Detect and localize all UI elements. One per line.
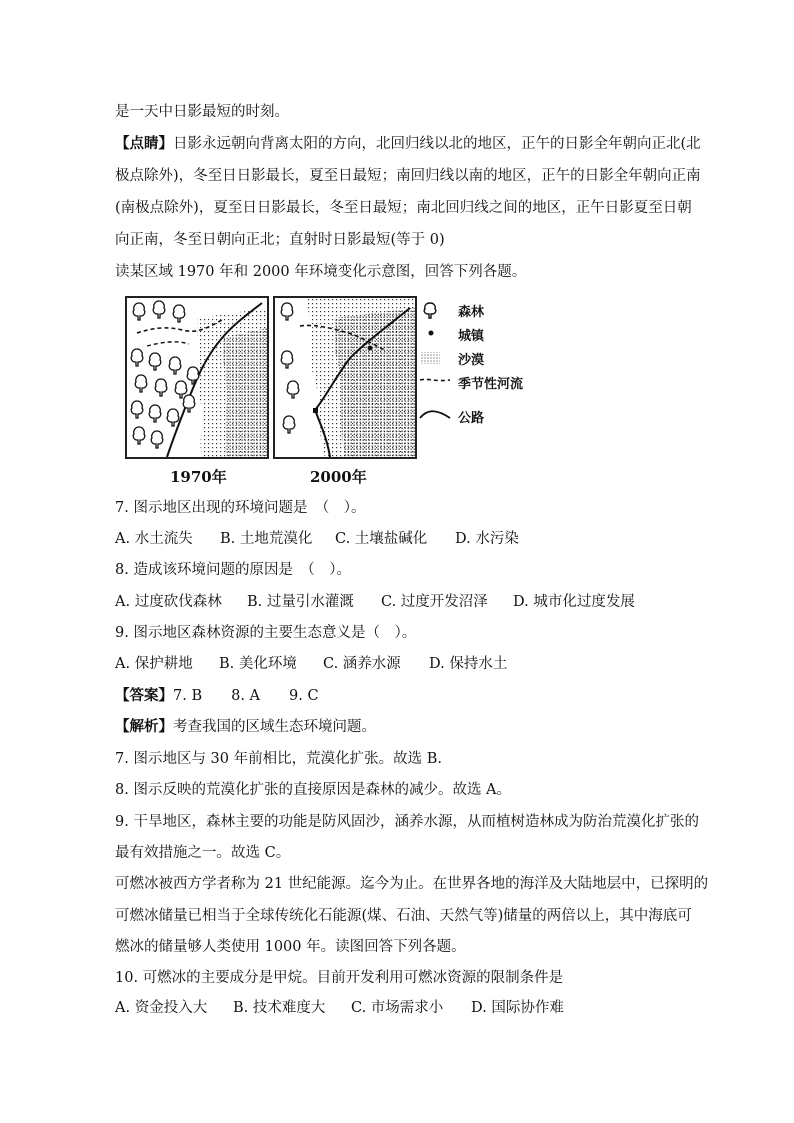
legend-river-label: 季节性河流 <box>458 377 524 392</box>
environment-change-figure <box>118 296 538 496</box>
q7-option-d: D. 水污染 <box>455 531 519 547</box>
map-1970 <box>125 296 269 459</box>
analysis-tag: 【解析】 <box>115 718 173 735</box>
analysis-line <box>115 717 376 737</box>
map-1970-label: 1970年 <box>170 468 227 486</box>
q8-option-b: B. 过量引水灌溉 <box>247 594 354 610</box>
passage2-line-3: 燃冰的储量够人类使用 1000 年。读图回答下列各题。 <box>115 939 466 955</box>
question-8-stem: 8. 造成该环境问题的原因是 （ ）。 <box>115 562 351 578</box>
q10-option-b: B. 技术难度大 <box>233 1000 326 1016</box>
q10-option-a: A. 资金投入大 <box>115 1000 208 1016</box>
q8-option-c: C. 过度开发沼泽 <box>381 594 488 610</box>
intro-line-3: 极点除外)，冬至日日影最长，夏至日最短；南回归线以南的地区，正午的日影全年朝向正南 <box>115 168 701 184</box>
q10-option-c: C. 市场需求小 <box>351 1000 444 1016</box>
legend-town-label: 城镇 <box>458 329 485 344</box>
q7-option-a: A. 水土流失 <box>115 531 193 547</box>
map-2000-label: 2000年 <box>310 468 367 486</box>
answer-line <box>115 686 319 706</box>
dashed-line-icon <box>418 372 454 392</box>
question-8-options <box>115 592 635 612</box>
q9-option-a: A. 保护耕地 <box>115 656 193 672</box>
answer-text: 7. B 8. A 9. C <box>173 688 319 704</box>
q8-option-a: A. 过度砍伐森林 <box>115 594 222 610</box>
question-9-options <box>115 654 507 674</box>
dianjing-tag: 【点睛】 <box>115 135 173 152</box>
q9-option-c: C. 涵养水源 <box>323 656 401 672</box>
tree-icon <box>418 300 454 320</box>
question-10-stem: 10. 可燃冰的主要成分是甲烷。目前开发利用可燃冰资源的限制条件是 <box>115 970 564 986</box>
passage2-line-2: 可燃冰储量已相当于全球传统化石能源(煤、石油、天然气等)储量的两倍以上，其中海底可 <box>115 908 692 924</box>
legend-forest-label: 森林 <box>458 305 485 320</box>
question-10-options <box>115 998 564 1018</box>
question-9-stem: 9. 图示地区森林资源的主要生态意义是（ ）。 <box>115 625 417 641</box>
q9-option-b: B. 美化环境 <box>219 656 297 672</box>
dotted-area-icon <box>418 348 454 368</box>
legend-desert-label: 沙漠 <box>458 353 485 368</box>
legend-road-label: 公路 <box>458 411 485 426</box>
dot-icon <box>418 324 454 344</box>
dianjing-text: 日影永远朝向背离太阳的方向，北回归线以北的地区，正午的日影全年朝向正北(北 <box>173 136 701 152</box>
solid-line-icon <box>418 406 454 426</box>
intro-line-1: 是一天中日影最短的时刻。 <box>115 104 289 120</box>
analysis-8: 8. 图示反映的荒漠化扩张的直接原因是森林的减少。故选 A。 <box>115 782 512 798</box>
q10-option-d: D. 国际协作难 <box>471 1000 564 1016</box>
question-7-options <box>115 529 519 549</box>
q7-option-b: B. 土地荒漠化 <box>220 531 313 547</box>
question-7-stem: 7. 图示地区出现的环境问题是 （ ）。 <box>115 500 366 516</box>
dianjing-line <box>115 134 701 154</box>
q7-option-c: C. 土壤盐碱化 <box>335 531 428 547</box>
map-2000-drawing <box>275 298 415 457</box>
q9-option-d: D. 保持水土 <box>429 656 508 672</box>
q8-option-d: D. 城市化过度发展 <box>513 594 635 610</box>
map-1970-drawing <box>127 298 267 457</box>
analysis-9b: 最有效措施之一。故选 C。 <box>115 845 291 861</box>
passage2-line-1: 可燃冰被西方学者称为 21 世纪能源。迄今为止。在世界各地的海洋及大陆地层中，已探明的 <box>115 876 709 892</box>
analysis-7: 7. 图示地区与 30 年前相比，荒漠化扩张。故选 B. <box>115 751 442 767</box>
question-stem: 读某区域 1970 年和 2000 年环境变化示意图，回答下列各题。 <box>115 264 527 280</box>
intro-line-4: (南极点除外)，夏至日日影最长，冬至日最短；南北回归线之间的地区，正午日影夏至日朝 <box>115 200 692 216</box>
analysis-text: 考查我国的区域生态环境问题。 <box>173 719 376 735</box>
map-2000 <box>273 296 417 459</box>
answer-tag: 【答案】 <box>115 687 173 704</box>
analysis-9a: 9. 干旱地区，森林主要的功能是防风固沙，涵养水源，从而植树造林成为防治荒漠化扩张的 <box>115 814 699 830</box>
intro-line-5: 向正南，冬至日朝向正北；直射时日影最短(等于 0) <box>115 232 445 248</box>
